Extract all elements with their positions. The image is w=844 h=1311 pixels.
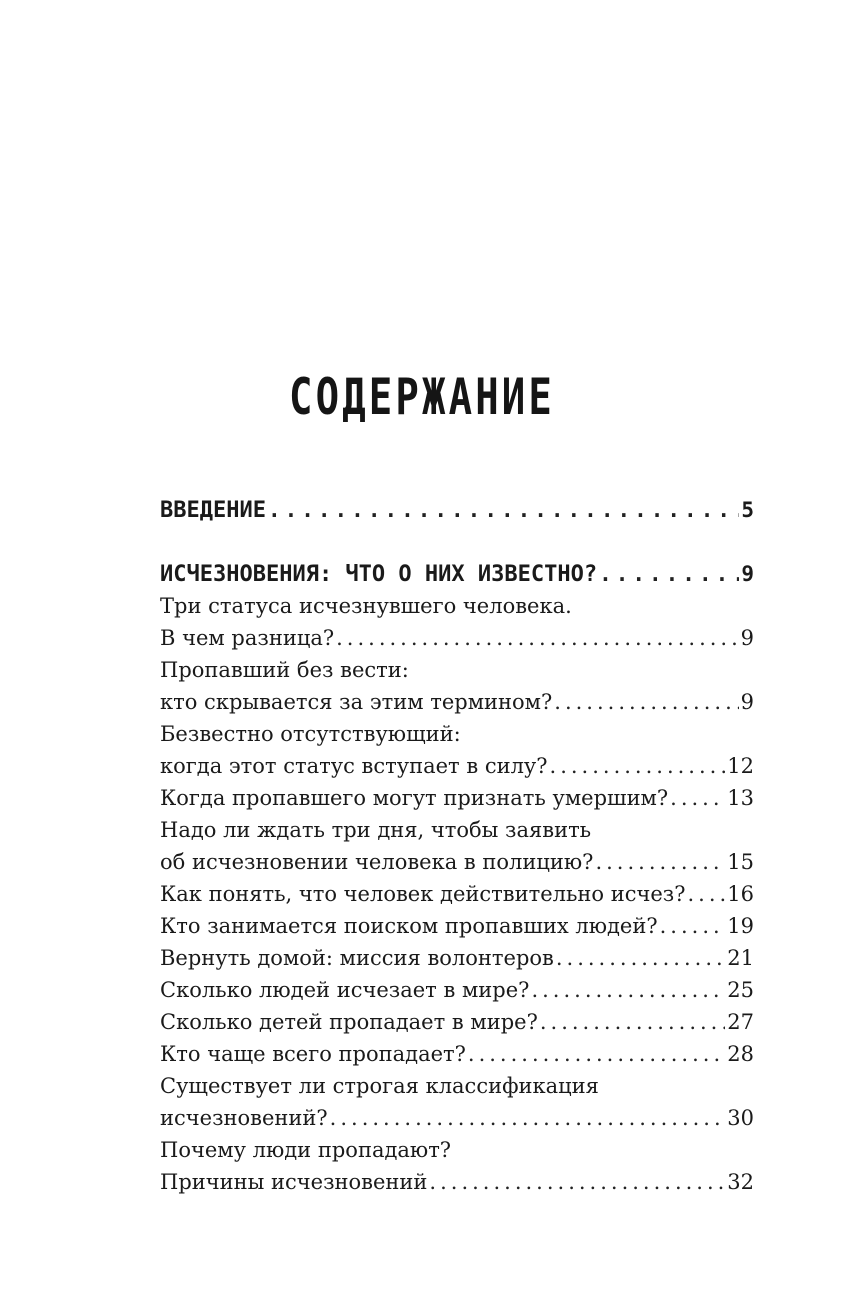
page-number: 30 [727,1106,754,1130]
entry-text: Кто чаще всего пропадает? [160,1042,466,1066]
toc-entry-line[interactable] [160,1134,754,1166]
toc-entry-line[interactable] [160,718,754,750]
toc-entry-line[interactable] [160,590,754,622]
entry-text: Почему люди пропадают? [160,1138,452,1162]
entry-text: Сколько людей исчезает в мире? [160,978,530,1002]
toc-entry-line[interactable] [160,1166,754,1198]
dot-leader [429,1166,725,1198]
entry-text: Причины исчезновений [160,1170,428,1194]
toc-entry-line[interactable] [160,974,754,1006]
entry-text: когда этот статус вступает в силу? [160,754,548,778]
dot-leader [670,782,725,814]
toc-section-intro[interactable] [160,494,754,526]
section-title: ИСЧЕЗНОВЕНИЯ: ЧТО О НИХ ИЗВЕСТНО? [160,562,598,587]
toc-entry-line[interactable] [160,1006,754,1038]
page-number: 28 [727,1042,754,1066]
toc-entry-line[interactable] [160,622,754,654]
page-number: 12 [727,754,754,778]
entry-text: Существует ли строгая классификация [160,1074,599,1098]
entry-text: Три статуса исчезнувшего человека. [160,594,572,618]
entry-text: Безвестно отсутствующий: [160,722,461,746]
entry-text: Пропавший без вести: [160,658,409,682]
dot-leader [660,910,726,942]
toc-entry-line[interactable] [160,1102,754,1134]
dot-leader [330,1102,726,1134]
toc-entry-line[interactable] [160,686,754,718]
page-number: 13 [727,786,754,810]
toc-entry-line[interactable] [160,750,754,782]
dot-leader [599,558,739,590]
page-number: 15 [727,850,754,874]
entry-text: Кто занимается поиском пропавших людей? [160,914,658,938]
section-title: ВВЕДЕНИЕ [160,498,266,523]
dot-leader [556,942,725,974]
dot-leader [688,878,726,910]
page-number: 32 [727,1170,754,1194]
dot-leader [531,974,725,1006]
page-number: 9 [740,626,754,650]
entry-text: кто скрывается за этим термином? [160,690,553,714]
entry-text: Как понять, что человек действительно исчез? [160,882,686,906]
page-number: 27 [727,1010,754,1034]
page-number: 25 [727,978,754,1002]
toc-entry-line[interactable] [160,846,754,878]
entry-text: об исчезновении человека в полицию? [160,850,594,874]
dot-leader [540,1006,725,1038]
toc-entry-line[interactable] [160,910,754,942]
toc-entry-line[interactable] [160,1070,754,1102]
table-of-contents [160,494,754,1198]
entry-text: исчезновений? [160,1106,328,1130]
page-number: 9 [740,690,754,714]
toc-entry-line[interactable] [160,942,754,974]
dot-leader [336,622,739,654]
entry-text: Надо ли ждать три дня, чтобы заявить [160,818,592,842]
page-number: 5 [741,498,754,522]
dot-leader [554,686,738,718]
page-number: 19 [727,914,754,938]
entry-text: Когда пропавшего могут признать умершим? [160,786,669,810]
dot-leader [550,750,726,782]
toc-entry-line[interactable] [160,654,754,686]
page-number: 9 [741,562,754,586]
section-gap [160,526,754,558]
page-number: 21 [727,946,754,970]
toc-entry-line[interactable] [160,1038,754,1070]
page-title: СОДЕРЖАНИЕ [288,368,556,426]
page-number: 16 [727,882,754,906]
dot-leader [595,846,725,878]
toc-entry-line[interactable] [160,782,754,814]
entry-text: В чем разница? [160,626,335,650]
toc-entry-line[interactable] [160,878,754,910]
toc-section-disappearances[interactable] [160,558,754,590]
entry-text: Сколько детей пропадает в мире? [160,1010,538,1034]
toc-entry-line[interactable] [160,814,754,846]
entry-text: Вернуть домой: миссия волонтеров [160,946,554,970]
dot-leader [268,494,739,526]
dot-leader [468,1038,725,1070]
